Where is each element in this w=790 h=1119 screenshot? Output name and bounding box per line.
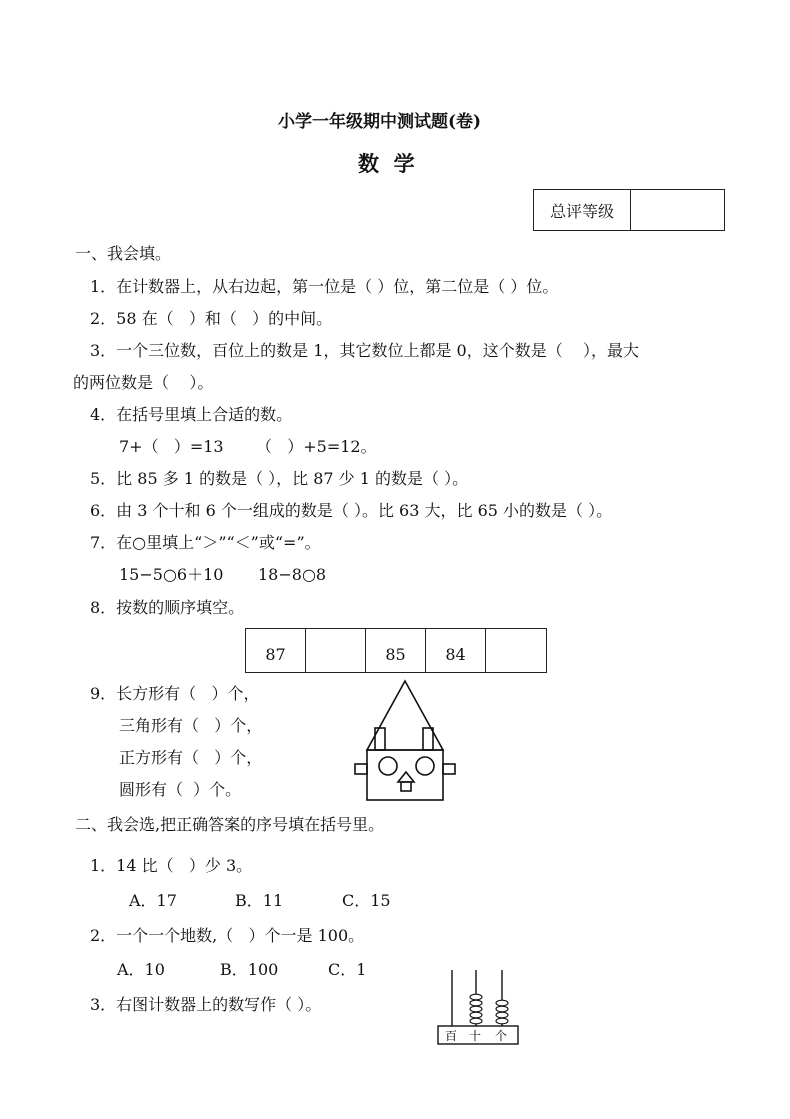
section1-q9-line2: 三角形有（ ）个，: [119, 716, 263, 735]
section2-q1-option-a[interactable]: A．17: [129, 891, 177, 910]
section1-q7: 7．在○里填上“＞”“＜”或“=”。: [90, 533, 321, 552]
nose-triangle: [398, 772, 414, 782]
abacus-label-tens: 十: [469, 1029, 482, 1043]
grade-box: [533, 189, 725, 231]
section1-q2: 2．58 在（ ）和（ ）的中间。: [90, 309, 333, 328]
abacus-bead-ones: [496, 1000, 508, 1006]
section1-q9-line1: 9．长方形有（ ）个，: [90, 684, 260, 703]
section2-q3: 3．右图计数器上的数写作（ ）。: [90, 995, 322, 1014]
section1-q5: 5．比 85 多 1 的数是（ ），比 87 少 1 的数是（ ）。: [90, 469, 469, 488]
abacus-bead-tens: [470, 1000, 482, 1006]
grade-value[interactable]: [631, 190, 724, 230]
section1-q1: 1．在计数器上，从右边起，第一位是（ ）位，第二位是（ ）位。: [90, 277, 559, 296]
section1-q4: 4．在括号里填上合适的数。: [90, 405, 293, 424]
abacus-bead-ones: [496, 1012, 508, 1018]
nose-square: [401, 782, 411, 791]
sequence-cell[interactable]: [306, 629, 366, 672]
section1-q4-a: 7+（ ）=13: [119, 437, 224, 456]
section1-q4-b: （ ）+5=12。: [256, 437, 377, 456]
section2-q2-option-c[interactable]: C．1: [328, 960, 367, 979]
page-title: 小学一年级期中测试题(卷): [278, 112, 482, 132]
right-eye: [416, 757, 434, 775]
section1-heading: 一、我会填。: [75, 244, 172, 263]
abacus-bead-ones: [496, 1018, 508, 1024]
section1-q3-line2: 的两位数是（ ）。: [73, 373, 214, 392]
left-eye: [379, 757, 397, 775]
abacus-bead-tens: [470, 1018, 482, 1024]
abacus-bead-tens: [470, 994, 482, 1000]
abacus-bead-tens: [470, 1006, 482, 1012]
section1-q8: 8．按数的顺序填空。: [90, 598, 245, 617]
section1-q7-b: 18−8○8: [258, 565, 327, 584]
section2-q2: 2．一个一个地数,（ ）个一是 100。: [90, 926, 365, 945]
section2-q1: 1．14 比（ ）少 3。: [90, 856, 253, 875]
sequence-cell[interactable]: [486, 629, 546, 672]
section2-q1-option-b[interactable]: B．11: [235, 891, 284, 910]
right-chimney: [423, 728, 433, 750]
section1-q3-line1: 3．一个三位数，百位上的数是 1，其它数位上都是 0，这个数是（ ），最大: [90, 341, 640, 360]
abacus-label-ones: 个: [495, 1029, 508, 1043]
grade-label: 总评等级: [534, 190, 631, 230]
section1-q9-line4: 圆形有（ ）个。: [119, 780, 242, 799]
abacus-bead-tens: [470, 1012, 482, 1018]
sequence-boxes: [245, 628, 547, 673]
section2-q2-option-a[interactable]: A．10: [117, 960, 165, 979]
sequence-cell[interactable]: 87: [246, 629, 306, 672]
abacus-figure: [436, 968, 520, 1048]
face-square: [367, 750, 443, 800]
triangle-roof: [367, 681, 443, 750]
section1-q7-a: 15−5○6＋10: [119, 565, 224, 584]
right-ear: [443, 764, 455, 774]
sequence-cell[interactable]: 84: [426, 629, 486, 672]
abacus-bead-ones: [496, 1006, 508, 1012]
shapes-figure: [350, 678, 462, 806]
sequence-cell[interactable]: 85: [366, 629, 426, 672]
subject-title: 数 学: [358, 151, 415, 176]
section2-heading: 二、我会选,把正确答案的序号填在括号里。: [75, 815, 385, 834]
section2-q1-option-c[interactable]: C．15: [342, 891, 391, 910]
left-ear: [355, 764, 367, 774]
abacus-label-hundreds: 百: [445, 1029, 458, 1043]
section1-q6: 6．由 3 个十和 6 个一组成的数是（ ）。比 63 大，比 65 小的数是（ ）。: [90, 501, 613, 520]
section2-q2-option-b[interactable]: B．100: [220, 960, 279, 979]
section1-q9-line3: 正方形有（ ）个，: [119, 748, 263, 767]
